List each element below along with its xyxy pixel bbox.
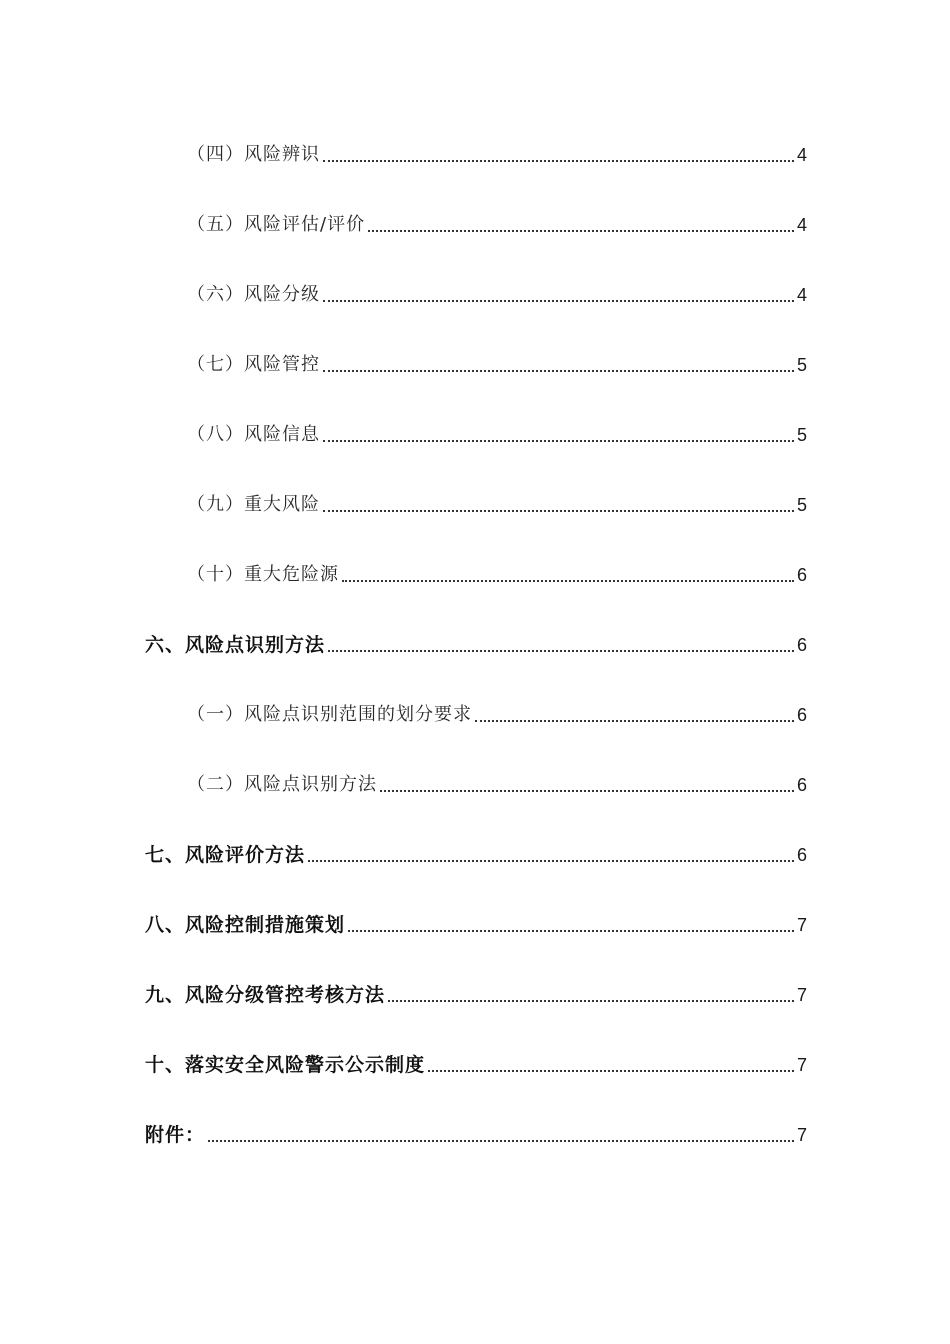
toc-dot-leader <box>323 370 794 372</box>
toc-dot-leader <box>342 580 794 582</box>
toc-dot-leader <box>328 650 794 652</box>
toc-entry-identification-method[interactable] <box>145 763 807 798</box>
toc-entry-identification-scope[interactable] <box>145 693 807 728</box>
toc-dot-leader <box>323 160 794 162</box>
toc-entry-label: （一）风险点识别范围的划分要求 <box>187 704 472 725</box>
toc-page-number: 7 <box>796 1125 807 1145</box>
toc-entry-attachments[interactable] <box>145 1113 807 1148</box>
toc-page-number: 6 <box>796 705 807 725</box>
toc-dot-leader <box>323 510 794 512</box>
toc-entry-grading-control-assessment[interactable] <box>145 973 807 1008</box>
toc-entry-major-risk[interactable] <box>145 483 807 518</box>
toc-dot-leader <box>323 440 794 442</box>
toc-page-number: 7 <box>796 985 807 1005</box>
toc-entry-risk-control[interactable] <box>145 343 807 378</box>
toc-entry-label: 十、落实安全风险警示公示制度 <box>145 1054 426 1076</box>
toc-entry-label: （六）风险分级 <box>187 284 320 305</box>
toc-dot-leader <box>380 790 794 792</box>
toc-page-number: 4 <box>796 285 807 305</box>
toc-dot-leader <box>428 1070 794 1072</box>
toc-entry-risk-grading[interactable] <box>145 273 807 308</box>
toc-page-number: 6 <box>796 565 807 585</box>
toc-entry-label: 九、风险分级管控考核方法 <box>145 984 386 1006</box>
toc-dot-leader <box>475 720 794 722</box>
toc-entry-risk-identification[interactable] <box>145 133 807 168</box>
toc-entry-risk-point-identification-method[interactable] <box>145 623 807 658</box>
toc-entry-label: 八、风险控制措施策划 <box>145 914 346 936</box>
toc-entry-label: （七）风险管控 <box>187 354 320 375</box>
toc-entry-label: （二）风险点识别方法 <box>187 774 377 795</box>
toc-dot-leader <box>368 230 794 232</box>
toc-entry-label: 六、风险点识别方法 <box>145 634 326 656</box>
toc-entry-label: （五）风险评估/评价 <box>187 214 366 235</box>
toc-entry-warning-publicity-system[interactable] <box>145 1043 807 1078</box>
toc-page-number: 4 <box>796 215 807 235</box>
toc-entry-label: （十）重大危险源 <box>187 564 339 585</box>
toc-page-number: 5 <box>796 495 807 515</box>
toc-page-number: 6 <box>796 635 807 655</box>
toc-page-number: 6 <box>796 775 807 795</box>
toc-dot-leader <box>388 1000 794 1002</box>
toc-entry-label: （八）风险信息 <box>187 424 320 445</box>
toc-page-number: 7 <box>796 915 807 935</box>
toc-entry-major-hazard-source[interactable] <box>145 553 807 588</box>
toc-entry-risk-evaluation-method[interactable] <box>145 833 807 868</box>
toc-dot-leader <box>308 860 794 862</box>
toc-entry-label: 七、风险评价方法 <box>145 844 306 866</box>
toc-page-number: 5 <box>796 355 807 375</box>
toc-entry-label: （四）风险辨识 <box>187 144 320 165</box>
toc-page-number: 5 <box>796 425 807 445</box>
toc-page-number: 6 <box>796 845 807 865</box>
toc-page-number: 7 <box>796 1055 807 1075</box>
toc-entry-label: （九）重大风险 <box>187 494 320 515</box>
toc-entry-risk-assessment[interactable] <box>145 203 807 238</box>
toc-entry-risk-information[interactable] <box>145 413 807 448</box>
toc-page-number: 4 <box>796 145 807 165</box>
toc-dot-leader <box>323 300 794 302</box>
toc-entry-control-measures-planning[interactable] <box>145 903 807 938</box>
table-of-contents <box>145 133 807 1183</box>
toc-dot-leader <box>348 930 794 932</box>
toc-dot-leader <box>208 1140 794 1142</box>
toc-entry-label: 附件： <box>145 1124 206 1146</box>
